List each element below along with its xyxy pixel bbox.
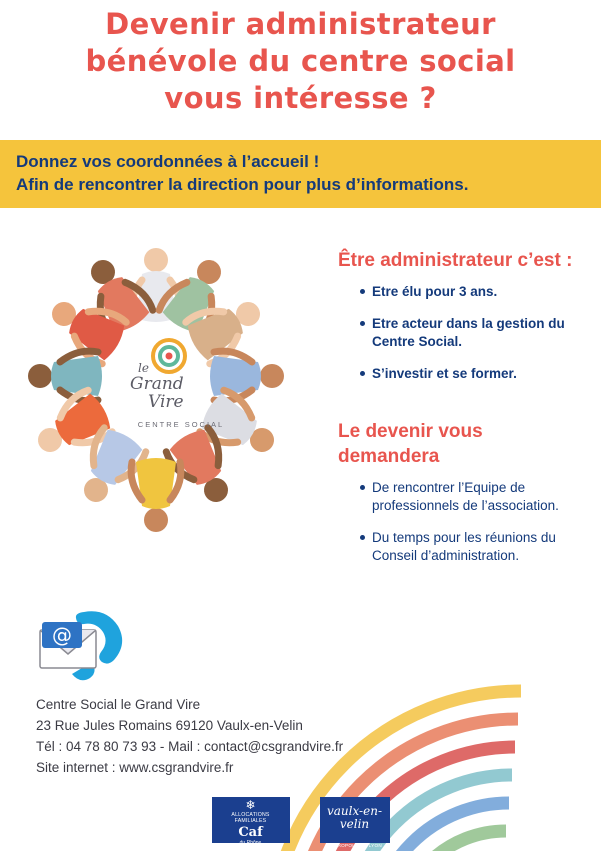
banner-line-1: Donnez vos coordonnées à l’accueil ! [16,152,320,171]
logo-subtitle: CENTRE SOCIAL [137,420,225,429]
contact-address: 23 Rue Jules Romains 69120 Vaulx-en-Velin [36,718,303,733]
svg-text:@: @ [52,623,72,647]
info-column [338,248,588,579]
contact-name: Centre Social le Grand Vire [36,697,201,712]
envelope-icon [40,622,96,668]
list-item: Etre élu pour 3 ans. [360,283,588,301]
caf-familiales-label: FAMILIALES [234,818,267,825]
banner-line-2: Afin de rencontrer la direction pour plus d’informations. [16,175,469,194]
grand-vire-logo-text [126,362,236,429]
title-line-2: bénévole du centre social [85,44,516,78]
page-title [0,6,601,117]
caf-name: Caf [238,824,263,840]
list-item: De rencontrer l’Equipe de professionnels de l’association. [360,479,588,515]
list-item: S’investir et se former. [360,365,588,383]
caf-logo [212,797,290,846]
title-line-3: vous intéresse ? [164,81,437,115]
caf-allocations-label: ALLOCATIONS [231,812,270,818]
title-line-1: Devenir administrateur [105,7,496,41]
contact-website: Site internet : www.csgrandvire.fr [36,760,234,775]
list-item: Du temps pour les réunions du Conseil d’administration. [360,529,588,565]
contact-phone-mail: Tél : 04 78 80 73 93 - Mail : contact@csgrandvire.fr [36,739,344,754]
metropole-label: MÉTROPOLE DE LYON [326,843,383,848]
section-heading-administrateur: Être administrateur c’est : [338,250,573,271]
footer-logos [0,797,601,848]
logo-word-vire: Vire [148,392,184,412]
logo-word-le: le [138,361,149,375]
list-item: Etre acteur dans la gestion du Centre Social. [360,315,588,351]
bullet-list-administrateur [338,283,588,383]
city-name: vaulx-en-velin [327,804,382,831]
vaulx-en-velin-logo [320,797,390,848]
snowflake-icon: ❄ [245,798,256,812]
bullet-list-demandera [338,479,588,565]
section-heading-demandera: Le devenir vous demandera [338,421,483,467]
call-to-action-banner [0,140,601,208]
contact-block [36,694,466,778]
email-phone-icon [36,604,128,682]
logo-word-grand: Grand [130,374,184,394]
caf-department: du Rhône [239,839,262,846]
